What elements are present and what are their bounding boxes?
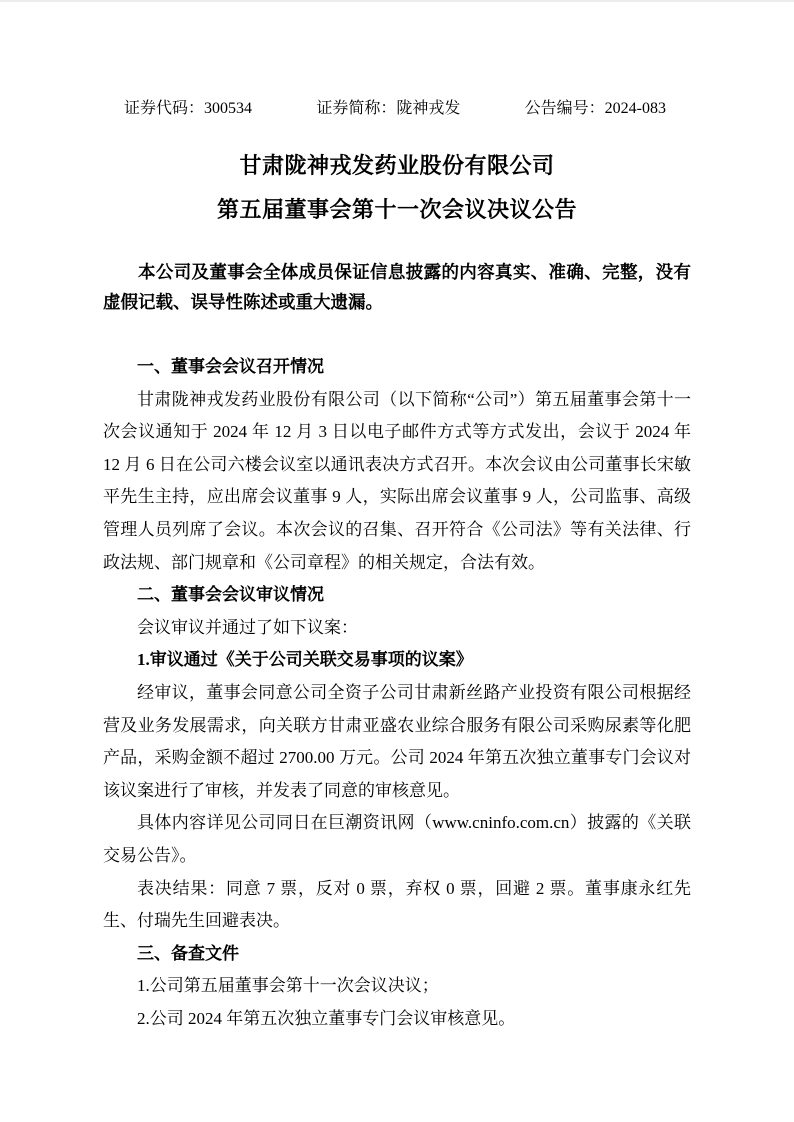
proposal-1-heading: 1.审议通过《关于公司关联交易事项的议案》 xyxy=(137,650,473,670)
section-2-intro: 会议审议并通过了如下议案： xyxy=(137,617,358,637)
announcement-title: 第五届董事会第十一次会议决议公告 xyxy=(216,197,577,222)
section-1-heading: 一、董事会会议召开情况 xyxy=(137,357,324,376)
stock-short-name: 证券简称：陇神戎发 xyxy=(316,100,461,117)
section-1-paragraph: 甘肃陇神戎发药业股份有限公司（以下简称“公司”）第五届董事会第十一次会议通知于 2024 年 12 月 3 日以电子邮件方式等方式发出，会议于 2024 年 12 月 6 日在公司六楼会议室以通讯表决方式召开。本次会议由公司董事长宋敏平先生主持，应出席会议董事 9 人，实际出席会议董事 9 人，公司监事、高级管理人员列席了会议。本次会议的召集、召开符合《公司法》等有关法律、行政法规、部门规章和《公司章程》的相关规定，合法有效。 xyxy=(103,389,691,572)
stock-code: 证券代码：300534 xyxy=(124,100,253,117)
proposal-1-paragraph-1: 经审议，董事会同意公司全资子公司甘肃新丝路产业投资有限公司根据经营及业务发展需求，向关联方甘肃亚盛农业综合服务有限公司采购尿素等化肥产品，采购金额不超过 2700.00 万元。公司 2024 年第五次独立董事专门会议对该议案进行了审核，并发表了同意的审核意见。 xyxy=(103,682,691,800)
document-body xyxy=(103,351,691,1035)
section-3-document-item-1: 1.公司第五届董事会第十一次会议决议； xyxy=(137,976,439,996)
document-header xyxy=(124,99,666,119)
company-name-title: 甘肃陇神戎发药业股份有限公司 xyxy=(239,153,555,178)
proposal-1-paragraph-2: 具体内容详见公司同日在巨潮资讯网（www.cninfo.com.cn）披露的《关联交易公告》。 xyxy=(103,813,691,865)
disclaimer-statement: 本公司及董事会全体成员保证信息披露的内容真实、准确、完整，没有虚假记载、误导性陈述或重大遗漏。 xyxy=(103,262,691,312)
section-3-heading: 三、备查文件 xyxy=(137,943,239,963)
section-2-heading: 二、董事会会议审议情况 xyxy=(137,585,324,605)
proposal-1-vote-result: 表决结果：同意 7 票，反对 0 票，弃权 0 票，回避 2 票。董事康永红先生、付瑞先生回避表决。 xyxy=(103,878,691,931)
section-3-document-item-2: 2.公司 2024 年第五次独立董事专门会议审核意见。 xyxy=(137,1008,516,1028)
announcement-number: 公告编号：2024-083 xyxy=(524,100,666,117)
